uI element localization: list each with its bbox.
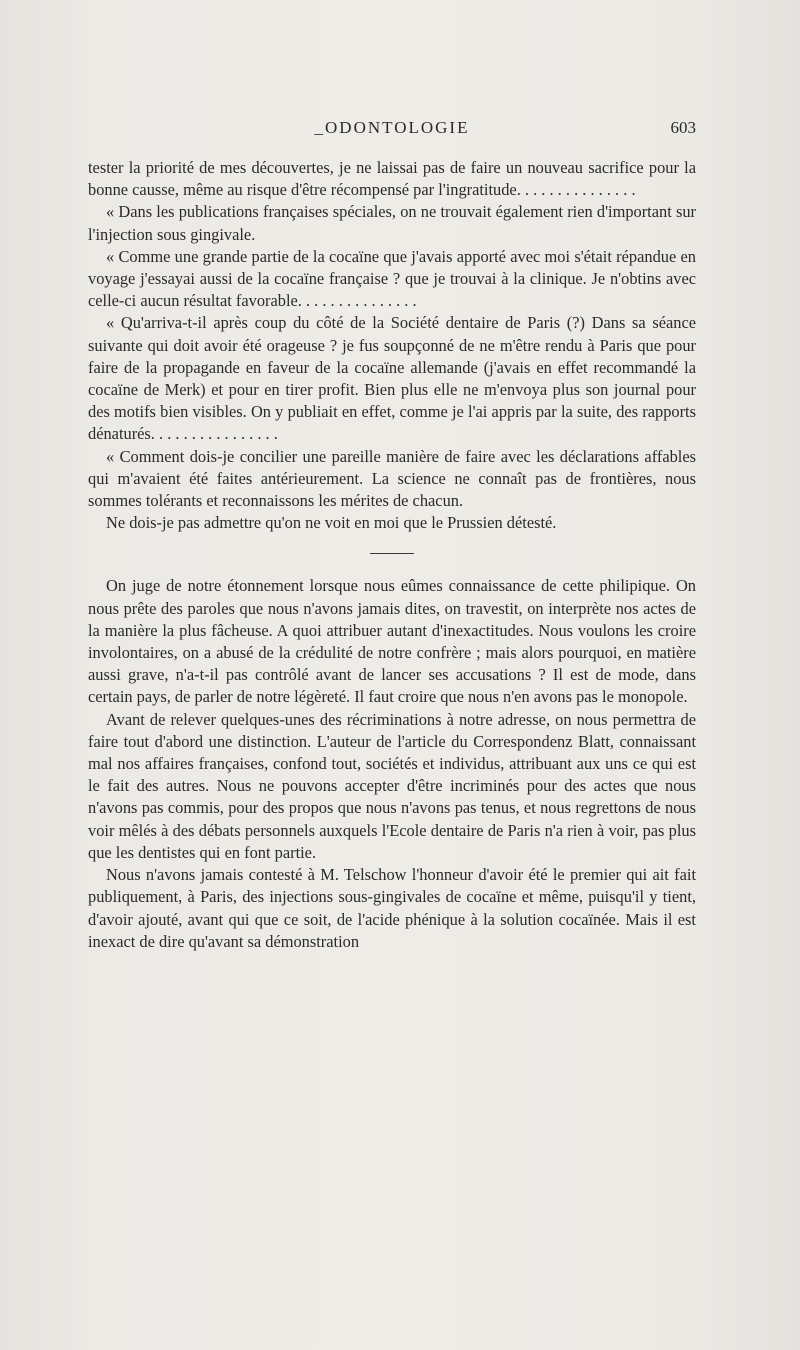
paragraph: Ne dois-je pas admettre qu'on ne voit en moi que le Prussien détesté. xyxy=(106,513,557,533)
paragraph: tester la priorité de mes découvertes, je ne laissai pas de faire un nouveau sacrifice pour la bonne causse, même au risque d'être récompensé par l'ingratitude. . . . . . . . . . . . . . . xyxy=(88,158,696,200)
page-body xyxy=(88,157,696,953)
page-number: 603 xyxy=(670,118,696,137)
paragraph: « Comment dois-je concilier une pareille manière de faire avec les déclarations affables qui m'avaient été faites antérieurement. La science ne connaît pas de frontières, nous sommes tolérants et reconnaissons les mérites de chacun. xyxy=(88,446,696,511)
paragraph: « Dans les publications françaises spéciales, on ne trouvait également rien d'important sur l'injection sous gingivale. xyxy=(88,202,696,244)
paragraph: On juge de notre étonnement lorsque nous eûmes connaissance de cette philipique. On nous prête des paroles que nous n'avons jamais dites, on travestit, on interprète nos actes de la manière la plus fâcheuse. A quoi attribuer autant d'inexactitudes. Nous voulons les croire involontaires, on a abusé de la crédulité de notre confrère ; mais alors pourquoi, en matière aussi grave, n'a-t-il pas contrôlé avant de lancer ses accusations ? Il est de mode, dans certain pays, de parler de notre légèreté. Il faut croire que nous n'en avons pas le monopole. xyxy=(88,576,696,707)
paragraph: Avant de relever quelques-unes des récriminations à notre adresse, on nous permettra de faire tout d'abord une distinction. L'auteur de l'article du Correspondenz Blatt, connaissant mal nos affaires françaises, confond tout, sociétés et individus, attribuant aux uns ce qui est le fait des autres. Nous ne pouvons accepter d'être incriminés pour des actes que nous n'avons pas commis, pour des propos que nous n'avons pas tenus, et nous regrettons de nous voir mêlés à des débats personnels auxquels l'Ecole dentaire de Paris n'a rien à voir, pas plus que les dentistes qui en font partie. xyxy=(88,709,696,862)
section-divider xyxy=(370,553,414,554)
paragraph: « Qu'arriva-t-il après coup du côté de la Société dentaire de Paris (?) Dans sa séance suivante qui doit avoir été orageuse ? je fus soupçonné de ne m'être rendu à Paris que pour faire de la propagande en faveur de la cocaïne allemande (j'avais en effet recommandé la cocaïne de Merk) et pour en tirer profit. Bien plus elle ne m'envoya plus son journal pour des motifs bien visibles. On y publiait en effet, comme je l'ai appris par la suite, des rapports dénaturés. . . . . . . . . . . . . . . . xyxy=(88,313,696,444)
page-header xyxy=(88,118,696,142)
paragraph: « Comme une grande partie de la cocaïne que j'avais apporté avec moi s'était répandue en voyage j'essayai aussi de la cocaïne française ? que je trouvai à la clinique. Je n'obtins avec celle-ci aucun résultat favorable. . . . . . . . . . . . . . . xyxy=(88,246,696,311)
running-title: _ODONTOLOGIE xyxy=(314,118,470,137)
paragraph: Nous n'avons jamais contesté à M. Telschow l'honneur d'avoir été le premier qui ait fait publiquement, à Paris, des injections sous-gingivales de cocaïne et même, puisqu'il y tient, d'avoir ajouté, avant qui que ce soit, de l'acide phénique à la solution cocaïnée. Mais il est inexact de dire qu'avant sa démonstration xyxy=(88,865,696,951)
